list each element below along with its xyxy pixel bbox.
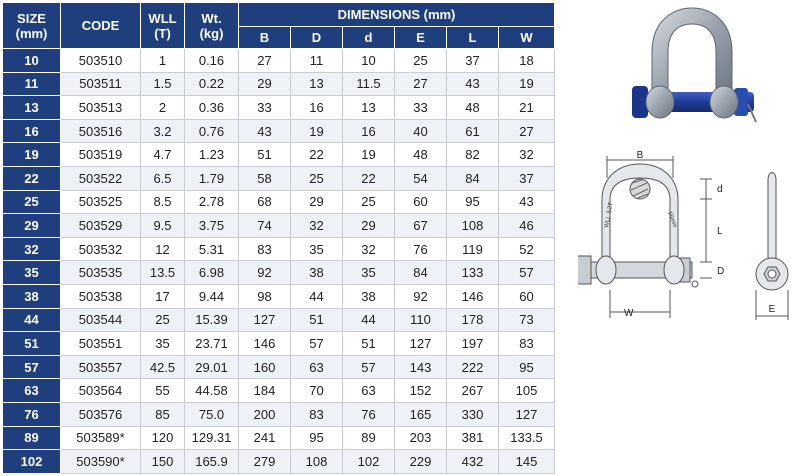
table-row xyxy=(3,402,555,426)
dimension-cell: 37 xyxy=(447,49,499,73)
code-cell: 503535 xyxy=(61,261,141,285)
size-cell: 35 xyxy=(3,261,61,285)
dimension-cell: 38 xyxy=(291,261,343,285)
dimension-cell: 22 xyxy=(343,166,395,190)
dimension-cell: 381 xyxy=(447,426,499,450)
size-cell: 76 xyxy=(3,402,61,426)
dimension-cell: 165 xyxy=(395,402,447,426)
dimension-cell: 63 xyxy=(343,379,395,403)
weight-cell: 23.71 xyxy=(185,332,239,356)
dimension-cell: 25 xyxy=(291,166,343,190)
dimension-cell: 68 xyxy=(239,190,291,214)
dimension-cell: 19 xyxy=(343,143,395,167)
code-cell: 503529 xyxy=(61,214,141,238)
code-cell: 503511 xyxy=(61,72,141,96)
label-d-big: D xyxy=(717,266,725,277)
wll-cell: 1 xyxy=(141,49,185,73)
dimension-cell: 279 xyxy=(239,450,291,474)
dimension-cell: 119 xyxy=(447,237,499,261)
dimension-cell: 43 xyxy=(239,119,291,143)
dimension-cell: 84 xyxy=(395,261,447,285)
size-cell: 44 xyxy=(3,308,61,332)
dimension-cell: 89 xyxy=(343,426,395,450)
dimension-cell: 102 xyxy=(343,450,395,474)
table-row xyxy=(3,166,555,190)
dimension-cell: 32 xyxy=(343,237,395,261)
weight-cell: 0.16 xyxy=(185,49,239,73)
weight-cell: 29.01 xyxy=(185,355,239,379)
dimension-cell: 16 xyxy=(291,96,343,120)
wll-cell: 3.2 xyxy=(141,119,185,143)
dimension-cell: 241 xyxy=(239,426,291,450)
table-row xyxy=(3,426,555,450)
table-row xyxy=(3,379,555,403)
wll-cell: 17 xyxy=(141,284,185,308)
weight-cell: 6.98 xyxy=(185,261,239,285)
weight-cell: 0.76 xyxy=(185,119,239,143)
size-cell: 63 xyxy=(3,379,61,403)
code-cell: 503532 xyxy=(61,237,141,261)
dimension-cell: 267 xyxy=(447,379,499,403)
size-header-text: SIZE (mm) xyxy=(15,10,48,41)
dim-header-2: d xyxy=(343,27,395,49)
weight-header-text: Wt. (kg) xyxy=(199,10,224,41)
dimension-cell: 58 xyxy=(239,166,291,190)
dimension-cell: 10 xyxy=(343,49,395,73)
dimension-cell: 95 xyxy=(291,426,343,450)
dimension-cell: 95 xyxy=(447,190,499,214)
dimension-cell: 84 xyxy=(447,166,499,190)
dimension-cell: 108 xyxy=(447,214,499,238)
dim-header-4: L xyxy=(447,27,499,49)
table-row xyxy=(3,96,555,120)
weight-cell: 3.75 xyxy=(185,214,239,238)
dimension-cell: 178 xyxy=(447,308,499,332)
dimension-cell: 57 xyxy=(343,355,395,379)
weight-cell: 9.44 xyxy=(185,284,239,308)
dimension-cell: 29 xyxy=(291,190,343,214)
dimension-cell: 92 xyxy=(239,261,291,285)
dimension-cell: 19 xyxy=(291,119,343,143)
table-row xyxy=(3,119,555,143)
table-row xyxy=(3,143,555,167)
dimension-cell: 27 xyxy=(239,49,291,73)
dimension-cell: 105 xyxy=(499,379,555,403)
dimension-cell: 83 xyxy=(239,237,291,261)
dimension-cell: 145 xyxy=(499,450,555,474)
dimension-cell: 32 xyxy=(499,143,555,167)
weight-cell: 0.36 xyxy=(185,96,239,120)
dimension-cell: 330 xyxy=(447,402,499,426)
table-row xyxy=(3,49,555,73)
dimension-cell: 25 xyxy=(343,190,395,214)
label-w: W xyxy=(624,308,634,319)
dimension-cell: 203 xyxy=(395,426,447,450)
dimension-cell: 70 xyxy=(291,379,343,403)
weight-cell: 1.79 xyxy=(185,166,239,190)
dimension-cell: 146 xyxy=(239,332,291,356)
dimension-cell: 95 xyxy=(499,355,555,379)
dimension-cell: 133.5 xyxy=(499,426,555,450)
dim-header-5: W xyxy=(499,27,555,49)
weight-cell: 15.39 xyxy=(185,308,239,332)
table-row xyxy=(3,308,555,332)
dimension-cell: 29 xyxy=(343,214,395,238)
wll-cell: 9.5 xyxy=(141,214,185,238)
dimension-cell: 33 xyxy=(395,96,447,120)
dimension-cell: 143 xyxy=(395,355,447,379)
front-eye-left xyxy=(596,256,616,284)
dimension-cell: 51 xyxy=(291,308,343,332)
dimension-cell: 133 xyxy=(447,261,499,285)
dimension-cell: 127 xyxy=(239,308,291,332)
dimension-cell: 74 xyxy=(239,214,291,238)
size-cell: 19 xyxy=(3,143,61,167)
wll-cell: 13.5 xyxy=(141,261,185,285)
label-e: E xyxy=(768,304,776,315)
wll-cell: 12 xyxy=(141,237,185,261)
dimension-cell: 22 xyxy=(291,143,343,167)
dimension-cell: 146 xyxy=(447,284,499,308)
code-header: CODE xyxy=(61,3,141,49)
wll-cell: 55 xyxy=(141,379,185,403)
dimension-cell: 38 xyxy=(343,284,395,308)
code-cell: 503510 xyxy=(61,49,141,73)
dimension-cell: 13 xyxy=(291,72,343,96)
weight-cell: 165.9 xyxy=(185,450,239,474)
dimension-cell: 11 xyxy=(291,49,343,73)
dimension-cell: 127 xyxy=(499,402,555,426)
eye-right xyxy=(710,86,738,118)
dimension-cell: 76 xyxy=(395,237,447,261)
code-cell: 503589* xyxy=(61,426,141,450)
dimension-cell: 13 xyxy=(343,96,395,120)
wll-cell: 120 xyxy=(141,426,185,450)
size-cell: 51 xyxy=(3,332,61,356)
code-cell: 503538 xyxy=(61,284,141,308)
dimension-cell: 184 xyxy=(239,379,291,403)
dimension-cell: 37 xyxy=(499,166,555,190)
size-cell: 102 xyxy=(3,450,61,474)
size-cell: 10 xyxy=(3,49,61,73)
dimension-cell: 197 xyxy=(447,332,499,356)
weight-cell: 5.31 xyxy=(185,237,239,261)
table-row xyxy=(3,332,555,356)
table-row xyxy=(3,450,555,474)
weight-cell: 1.23 xyxy=(185,143,239,167)
dimension-cell: 83 xyxy=(291,402,343,426)
code-cell: 503525 xyxy=(61,190,141,214)
dimension-cell: 48 xyxy=(447,96,499,120)
eye-left xyxy=(646,86,674,118)
dimension-cell: 76 xyxy=(343,402,395,426)
dimension-cell: 48 xyxy=(395,143,447,167)
dimension-cell: 152 xyxy=(395,379,447,403)
label-d-small: d xyxy=(717,184,723,195)
dimension-cell: 200 xyxy=(239,402,291,426)
wll-cell: 25 xyxy=(141,308,185,332)
dimension-cell: 432 xyxy=(447,450,499,474)
shackle-photo xyxy=(630,6,760,146)
label-b: B xyxy=(636,150,644,161)
weight-cell: 129.31 xyxy=(185,426,239,450)
dimension-cell: 21 xyxy=(499,96,555,120)
wll-header-text: WLL (T) xyxy=(148,10,177,41)
dimension-cell: 83 xyxy=(499,332,555,356)
wll-cell: 85 xyxy=(141,402,185,426)
front-pin-head xyxy=(578,256,591,284)
dimension-cell: 16 xyxy=(343,119,395,143)
dimension-cell: 54 xyxy=(395,166,447,190)
dimension-cell: 35 xyxy=(343,261,395,285)
dimension-cell: 43 xyxy=(447,72,499,96)
dimension-cell: 33 xyxy=(239,96,291,120)
wll-cell: 35 xyxy=(141,332,185,356)
dimension-cell: 11.5 xyxy=(343,72,395,96)
stamp-size: 16mm xyxy=(666,210,678,229)
stamp-wll: WLL 3.2T xyxy=(604,201,615,229)
dimension-cell: 25 xyxy=(395,49,447,73)
shackle-bow xyxy=(652,8,732,96)
dimension-cell: 52 xyxy=(499,237,555,261)
dimension-cell: 44 xyxy=(343,308,395,332)
code-cell: 503522 xyxy=(61,166,141,190)
size-cell: 29 xyxy=(3,214,61,238)
dimension-cell: 110 xyxy=(395,308,447,332)
size-cell: 16 xyxy=(3,119,61,143)
size-cell: 57 xyxy=(3,355,61,379)
front-eye-right xyxy=(664,256,684,284)
wll-cell: 4.7 xyxy=(141,143,185,167)
code-cell: 503564 xyxy=(61,379,141,403)
dimensions-header: DIMENSIONS (mm) xyxy=(239,3,555,27)
code-cell: 503551 xyxy=(61,332,141,356)
size-header xyxy=(3,3,61,49)
dimension-cell: 98 xyxy=(239,284,291,308)
dimension-cell: 127 xyxy=(395,332,447,356)
side-pin-end xyxy=(768,270,776,278)
shackle-dimension-diagram xyxy=(578,150,804,330)
weight-header xyxy=(185,3,239,49)
table-row xyxy=(3,355,555,379)
dimension-cell: 35 xyxy=(291,237,343,261)
dimension-cell: 92 xyxy=(395,284,447,308)
size-cell: 11 xyxy=(3,72,61,96)
code-cell: 503590* xyxy=(61,450,141,474)
dimension-cell: 32 xyxy=(291,214,343,238)
size-cell: 38 xyxy=(3,284,61,308)
dimension-cell: 82 xyxy=(447,143,499,167)
dimension-cell: 19 xyxy=(499,72,555,96)
size-cell: 25 xyxy=(3,190,61,214)
weight-cell: 0.22 xyxy=(185,72,239,96)
dimension-cell: 160 xyxy=(239,355,291,379)
wll-header xyxy=(141,3,185,49)
dimension-cell: 60 xyxy=(499,284,555,308)
dimension-cell: 61 xyxy=(447,119,499,143)
dimension-cell: 51 xyxy=(239,143,291,167)
dim-header-0: B xyxy=(239,27,291,49)
dimension-cell: 44 xyxy=(291,284,343,308)
dimension-cell: 27 xyxy=(499,119,555,143)
size-cell: 32 xyxy=(3,237,61,261)
code-cell: 503519 xyxy=(61,143,141,167)
code-cell: 503513 xyxy=(61,96,141,120)
table-row xyxy=(3,190,555,214)
dimension-cell: 73 xyxy=(499,308,555,332)
wll-cell: 2 xyxy=(141,96,185,120)
table-row xyxy=(3,72,555,96)
dimension-cell: 29 xyxy=(239,72,291,96)
dimension-cell: 27 xyxy=(395,72,447,96)
table-row xyxy=(3,261,555,285)
dimension-cell: 43 xyxy=(499,190,555,214)
dimension-cell: 51 xyxy=(343,332,395,356)
weight-cell: 2.78 xyxy=(185,190,239,214)
label-l: L xyxy=(717,226,723,237)
table-row xyxy=(3,214,555,238)
dimension-cell: 18 xyxy=(499,49,555,73)
dimension-cell: 222 xyxy=(447,355,499,379)
wll-cell: 8.5 xyxy=(141,190,185,214)
table-row xyxy=(3,284,555,308)
dimension-cell: 63 xyxy=(291,355,343,379)
wll-cell: 6.5 xyxy=(141,166,185,190)
dimension-cell: 67 xyxy=(395,214,447,238)
dimension-cell: 60 xyxy=(395,190,447,214)
wll-cell: 150 xyxy=(141,450,185,474)
size-cell: 22 xyxy=(3,166,61,190)
dimension-cell: 40 xyxy=(395,119,447,143)
size-cell: 13 xyxy=(3,96,61,120)
code-cell: 503516 xyxy=(61,119,141,143)
side-bow xyxy=(768,173,776,261)
weight-cell: 75.0 xyxy=(185,402,239,426)
code-cell: 503544 xyxy=(61,308,141,332)
dim-header-1: D xyxy=(291,27,343,49)
shackle-spec-table xyxy=(2,2,555,474)
code-cell: 503557 xyxy=(61,355,141,379)
size-cell: 89 xyxy=(3,426,61,450)
dimension-cell: 57 xyxy=(499,261,555,285)
code-cell: 503576 xyxy=(61,402,141,426)
dimension-cell: 57 xyxy=(291,332,343,356)
weight-cell: 44.58 xyxy=(185,379,239,403)
dim-header-3: E xyxy=(395,27,447,49)
table-row xyxy=(3,237,555,261)
wll-cell: 1.5 xyxy=(141,72,185,96)
front-cotter xyxy=(692,281,698,287)
wll-cell: 42.5 xyxy=(141,355,185,379)
dimension-cell: 108 xyxy=(291,450,343,474)
dimension-cell: 229 xyxy=(395,450,447,474)
dimension-cell: 46 xyxy=(499,214,555,238)
